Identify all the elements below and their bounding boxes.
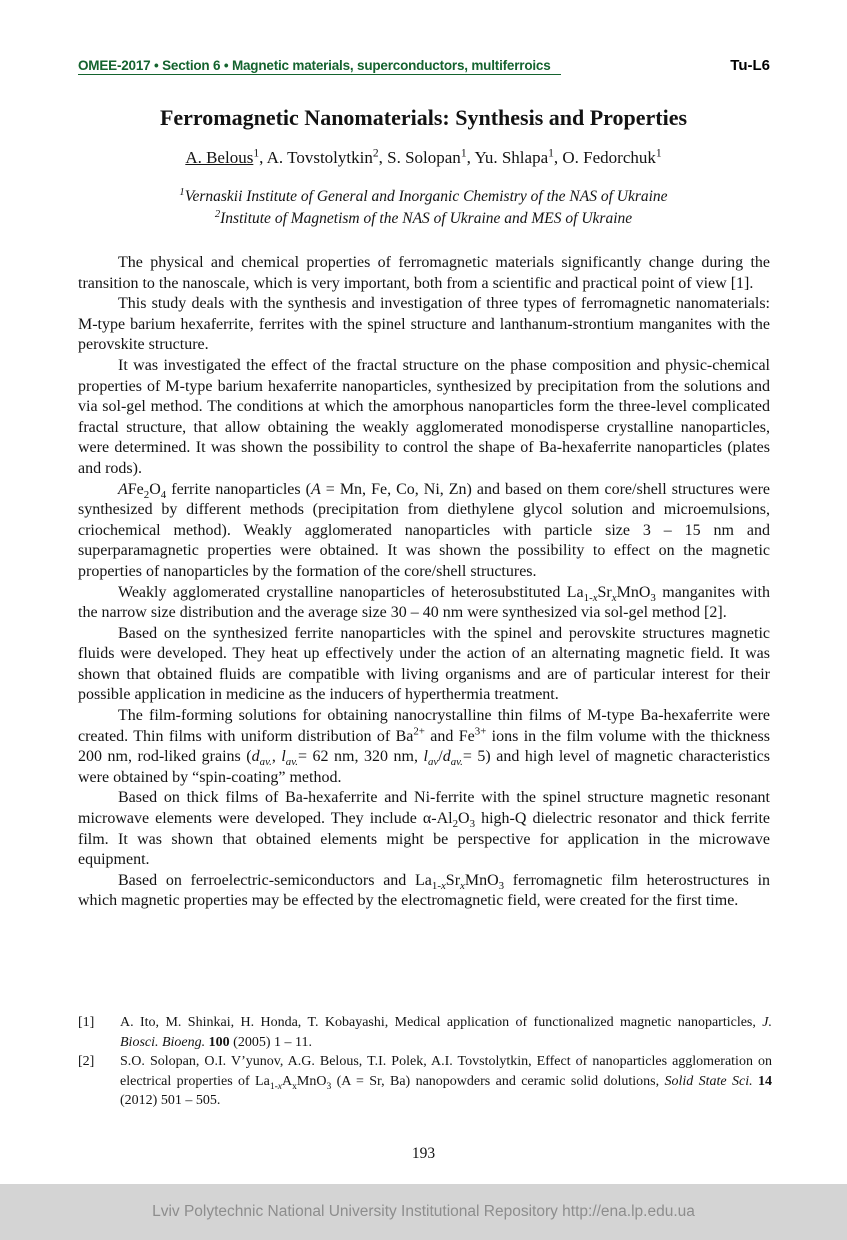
- abstract-paragraph-4: $AFe_2O_4$ ferrite nanoparticles (A = Mn, Fe, Co, Ni, Zn) and based on them core/shell structures were synthesized by different methods (precipitation from diethylene glycol solution and microemulsions, criochemical method). Weakly agglomerated nanoparticles with particle size 3 – 15 nm and superparamagnetic properties were obtained. It was shown the possibility to effect on the magnetic properties of nanoparticles by the formation of the core/shell structures.: [78, 480, 771, 580]
- abstract-paragraph-2: This study deals with the synthesis and investigation of three types of ferromagnetic nanomaterials: M-type barium hexaferrite, ferrites with the spinel structure and lanthanum-strontium manganites with the perovskite structure.: [78, 295, 770, 354]
- reference-item: [78, 1052, 772, 1111]
- page-header: [78, 57, 770, 75]
- abstract-body: [78, 253, 770, 912]
- paper-title: Ferromagnetic Nanomaterials: Synthesis and Properties: [159, 105, 688, 130]
- abstract-paragraph-3: It was investigated the effect of the fractal structure on the phase composition and physic-chemical properties of M-type barium hexaferrite nanoparticles, synthesized by precipitation from the solutions and via sol-gel method. The conditions at which the amorphous nanoparticles form the three-level complicated fractal structure, that allow obtaining the weakly agglomerated monodisperse crystalline nanoparticles, were determined. It was shown the possibility to control the shape of Ba-hexaferrite nanoparticles (plates and rods).: [78, 356, 770, 477]
- reference-text: S.O. Solopan, O.I. V’yunov, A.G. Belous, T.I. Polek, A.I. Tovstolytkin, Effect of nanoparticles agglomeration on electrical properties of $La_{1-x}A_xMnO_3$ (A = Sr, Ba) nanopowders and ceramic solid dolutions, Solid State Sci. 14 (2012) 501 – 505.: [120, 1054, 772, 1108]
- abstract-paragraph-1: The physical and chemical properties of ferromagnetic materials significantly change during the transition to the nanoscale, which is very important, both from a scientific and practical point of view [1].: [78, 254, 770, 292]
- repository-footer-text: Lviv Polytechnic National University Institutional Repository http://ena.lp.edu.ua: [152, 1203, 695, 1220]
- reference-label: [1]: [78, 1015, 95, 1030]
- reference-item: [78, 1013, 772, 1052]
- reference-text: A. Ito, M. Shinkai, H. Honda, T. Kobayashi, Medical application of functionalized magnetic nanoparticles, J. Biosci. Bioeng. 100 (2005) 1 – 11.: [120, 1015, 772, 1050]
- authors-line: A. Belous$^1$, A. Tovstolytkin$^2$, S. Solopan$^1$, Yu. Shlapa$^1$, O. Fedorchuk$^1$: [185, 146, 662, 167]
- references-list: [78, 1013, 772, 1111]
- session-code: Tu-L6: [730, 57, 770, 74]
- affiliations-block: [0, 186, 847, 230]
- reference-label: [2]: [78, 1054, 95, 1069]
- abstract-paragraph-7: The film-forming solutions for obtaining nanocrystalline thin films of M-type Ba-hexaferrite were created. Thin films with uniform distribution of $Ba^{2+}$ and $Fe^{3+}$ ions in the film volume with the thickness 200 nm, rod-liked grains ($d_{av.}$, $l_{av.}= 62$ nm, 320 nm, $l_{av}/d_{av.}= 5$) and high level of magnetic characteristics were obtained by “spin-coating” method.: [78, 707, 771, 786]
- abstract-paragraph-8: Based on thick films of Ba-hexaferrite and Ni-ferrite with the spinel structure magnetic resonant microwave elements were developed. They include $\alpha-Al_2O_3$ high-Q dielectric resonator and thick ferrite film. It was shown that obtained elements might be perspective for application in the microwave equipment.: [78, 789, 770, 869]
- conference-section-header: OMEE-2017 • Section 6 • Magnetic materials, superconductors, multiferroics: [78, 58, 561, 75]
- affiliation-2: $^2$Institute of Magnetism of the NAS of Ukraine and MES of Ukraine: [214, 208, 633, 227]
- repository-banner: [0, 1184, 847, 1240]
- affiliation-1: $^1$Vernaskii Institute of General and Inorganic Chemistry of the NAS of Ukraine: [179, 186, 668, 205]
- page-number: 193: [411, 1145, 436, 1162]
- abstract-paragraph-6: Based on the synthesized ferrite nanoparticles with the spinel and perovskite structures magnetic fluids were developed. They heat up effectively under the action of an alternating magnetic field. It was shown that obtained fluids are compatible with living organisms and are of particular interest for their possible application in medicine as the inducers of hyperthermia treatment.: [78, 624, 770, 704]
- abstract-paragraph-9: Based on ferroelectric-semiconductors and $La_{1-x}Sr_xMnO_3$ ferromagnetic film heterostructures in which magnetic properties may be effected by the electromagnetic field, were created for the first time.: [78, 871, 771, 910]
- abstract-paragraph-5: Weakly agglomerated crystalline nanoparticles of heterosubstituted $La_{1-x}Sr_xMnO_3$ manganites with the narrow size distribution and the average size 30 – 40 nm were synthesized via sol-gel method [2].: [78, 583, 771, 622]
